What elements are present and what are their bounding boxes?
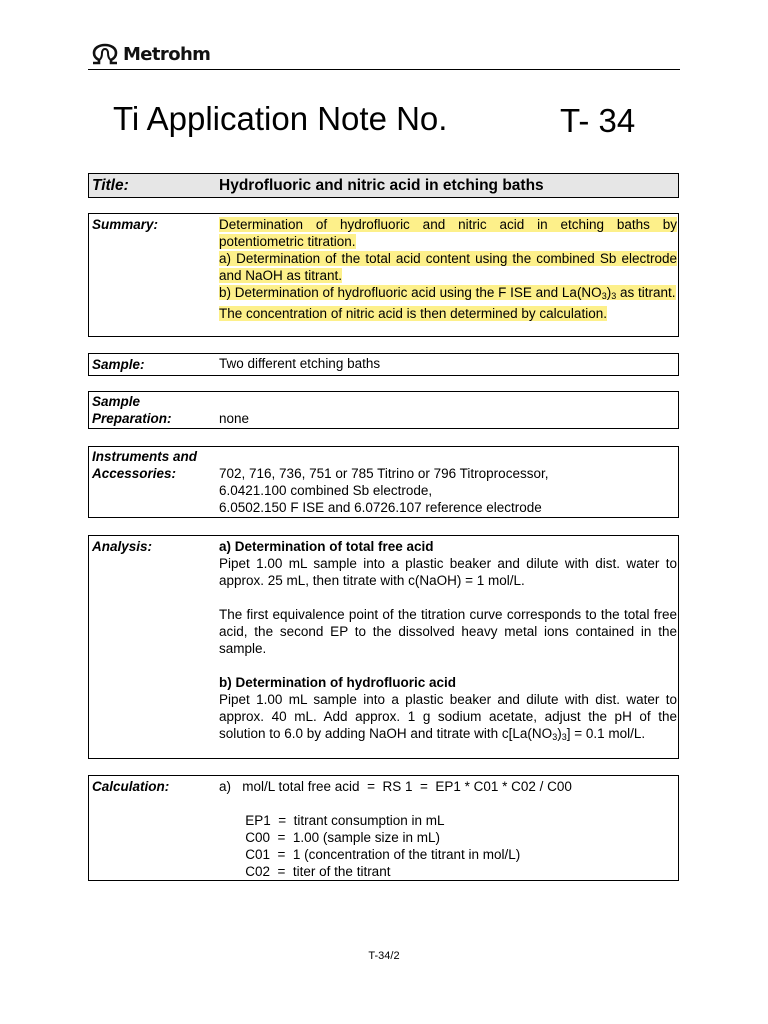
summary-label: Summary:: [92, 217, 159, 232]
instruments-list: [219, 465, 677, 516]
sample-prep-section: [88, 391, 679, 429]
header-rule: [88, 69, 680, 70]
analysis-b-heading: b) Determination of hydrofluoric acid: [219, 675, 457, 690]
summary-line-4: The concentration of nitric acid is then determined by calculation.: [219, 306, 607, 321]
metrohm-omega-icon: [90, 43, 120, 65]
sample-prep-value: none: [219, 411, 250, 426]
analysis-label: Analysis:: [92, 539, 153, 554]
calculation-definition: C02 = titer of the titrant: [219, 864, 391, 879]
analysis-a-text-2: The first equivalence point of the titration curve corresponds to the total free acid, the second EP to the dissolved heavy metal ions contained in the sample.: [219, 607, 677, 656]
logo-text: Metrohm: [123, 43, 211, 65]
page-title: Ti Application Note No.: [113, 100, 448, 137]
title-label: Title:: [92, 177, 129, 194]
instruments-section: [88, 446, 679, 518]
title-row: [88, 173, 679, 198]
analysis-content: [219, 538, 677, 746]
calculation-label: Calculation:: [92, 779, 170, 794]
calculation-section: [88, 775, 679, 881]
calculation-definition: C00 = 1.00 (sample size in mL): [219, 830, 440, 845]
metrohm-logo: [90, 42, 210, 66]
analysis-a-heading: a) Determination of total free acid: [219, 539, 434, 554]
sample-section: [88, 353, 679, 376]
instrument-line: 6.0421.100 combined Sb electrode,: [219, 483, 433, 498]
sample-prep-label: Sample Preparation:: [92, 394, 172, 426]
calculation-definition: C01 = 1 (concentration of the titrant in mol/L): [219, 847, 521, 862]
page-number: T-34/2: [368, 950, 400, 962]
summary-content: [219, 216, 677, 322]
summary-section: [88, 213, 679, 337]
sample-value: Two different etching baths: [219, 356, 381, 371]
sample-label: Sample:: [92, 357, 145, 372]
summary-line-3: b) Determination of hydrofluoric acid using the F ISE and $La(NO_3)_3$ as titrant.: [219, 285, 676, 301]
instrument-line: 702, 716, 736, 751 or 785 Titrino or 796 Titroprocessor,: [219, 466, 549, 481]
summary-line-1: Determination of hydrofluoric and nitric acid in etching baths by potentiometric titration.: [219, 217, 677, 249]
note-number: T- 34: [560, 102, 636, 139]
calculation-definition: EP1 = titrant consumption in mL: [219, 813, 445, 828]
title-value: Hydrofluoric and nitric acid in etching baths: [219, 177, 544, 194]
instruments-label: Instruments and Accessories:: [92, 449, 198, 481]
summary-line-2: a) Determination of the total acid content using the combined Sb electrode and NaOH as titrant.: [219, 251, 677, 283]
calculation-formula: a) mol/L total free acid = RS 1 = EP1 * C01 * C02 / C00: [219, 779, 572, 794]
calculation-content: [219, 778, 677, 880]
instrument-line: 6.0502.150 F ISE and 6.0726.107 reference electrode: [219, 500, 542, 515]
analysis-b-text: Pipet 1.00 mL sample into a plastic beaker and dilute with dist. water to approx. 40 mL. Add approx. 1 g sodium acetate, adjust the pH of the solution to 6.0 by adding NaOH and titrate with $c[La(NO_3)_3] = 0.1$ mol/L.: [219, 692, 677, 742]
analysis-a-text: Pipet 1.00 mL sample into a plastic beaker and dilute with dist. water to approx. 25 mL, then titrate with c(NaOH) = 1 mol/L.: [219, 556, 677, 588]
analysis-section: [88, 535, 679, 759]
